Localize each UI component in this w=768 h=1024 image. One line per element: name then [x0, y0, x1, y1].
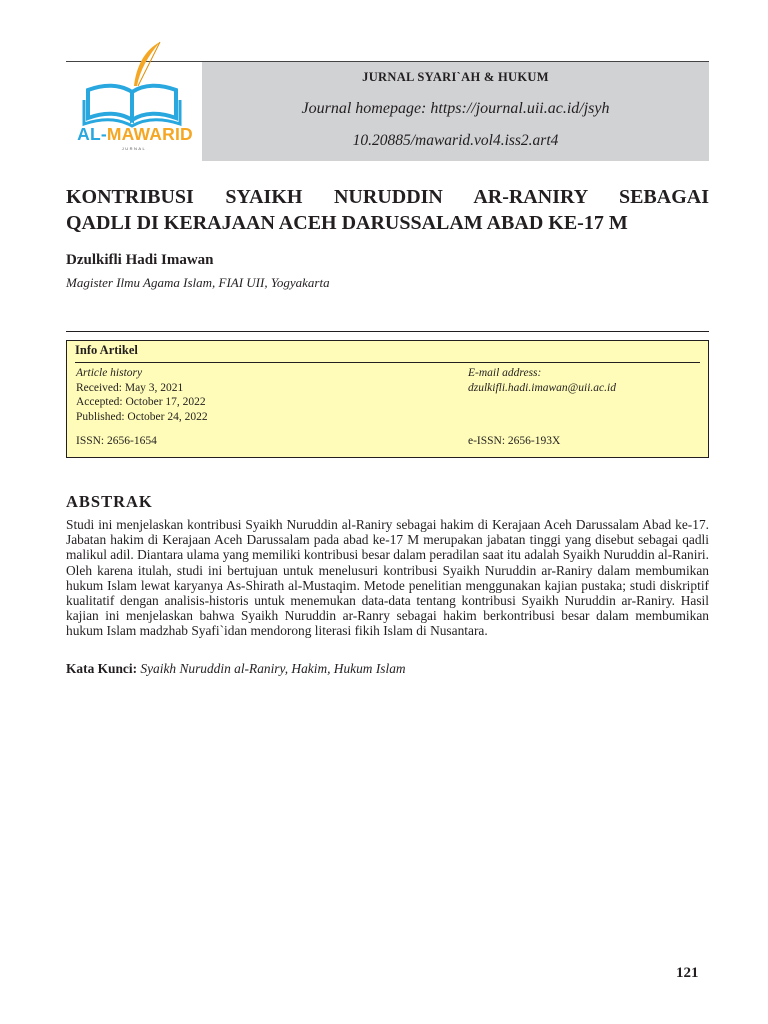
- abstract-heading: ABSTRAK: [66, 492, 153, 511]
- eissn: e-ISSN: 2656-193X: [468, 435, 561, 447]
- info-box-divider: [75, 362, 700, 363]
- journal-info-panel: [202, 62, 709, 161]
- history-label: Article history: [76, 367, 143, 379]
- keywords: [66, 661, 406, 677]
- article-info-box: [66, 340, 709, 458]
- journal-homepage-link[interactable]: Journal homepage: https://journal.uii.ac.id/jsyh: [301, 100, 610, 117]
- title-line-1: KONTRIBUSI SYAIKH NURUDDIN AR-RANIRY SEBAGAI: [66, 186, 709, 208]
- section-divider: [66, 331, 709, 332]
- accepted-date: Accepted: October 17, 2022: [76, 396, 206, 408]
- info-box-title: Info Artikel: [75, 343, 138, 357]
- journal-logo: [66, 62, 202, 161]
- doi-link[interactable]: 10.20885/mawarid.vol4.iss2.art4: [352, 132, 559, 149]
- keywords-list: Syaikh Nuruddin al-Raniry, Hakim, Hukum Islam: [140, 661, 406, 676]
- abstract-body: Studi ini menjelaskan kontribusi Syaikh Nuruddin al-Raniry sebagai hakim di Kerajaan Aceh Darussalam Abad ke-17. Jabatan hakim di Kerajaan Aceh Darussalam pada abad ke-17 M merupakan jabatan tinggi yang disebut sebagai qadli malikul adil. Diantara ulama yang memiliki kontribusi besar dalam peradilan saat itu adalah Syaikh Nuruddin al-Raniri. Oleh karena itulah, studi ini bertujuan untuk menelusuri kontribusi Syaikh Nuruddin ar-Raniry dalam membumikan hukum Islam lewat karyanya As-Shirath al-Mustaqim. Metode penelitian menggunakan kajian pustaka; studi diskriptif kualitatif dengan analisis-historis untuk menemukan data-data tentang kontribusi Syaikh Nuruddin ar-Raniry. Hasil kajian ini menjelaskan bahwa Syaikh Nuruddin ar-Ranry sebagai hakim berkontribusi besar dalam membumikan hukum Islam madzhab Syafi`idan mendorong literasi fikih Islam di Nusantara.: [66, 517, 709, 639]
- received-date: Received: May 3, 2021: [76, 381, 184, 394]
- article-history: [76, 366, 208, 424]
- author-name: Dzulkifli Hadi Imawan: [66, 252, 214, 268]
- author-affiliation: Magister Ilmu Agama Islam, FIAI UII, Yogyakarta: [66, 275, 330, 290]
- logo-wordmark: AL-MAWARID: [77, 124, 193, 144]
- keywords-label: Kata Kunci:: [66, 661, 138, 676]
- title-line-2: QADLI DI KERAJAAN ACEH DARUSSALAM ABAD KE-17 M: [66, 212, 628, 234]
- logo-subtitle: JURNAL: [121, 146, 147, 151]
- article-title: [66, 184, 709, 236]
- page-number: 121: [676, 965, 699, 981]
- journal-name: JURNAL SYARI`AH & HUKUM: [362, 70, 549, 84]
- author-contact: [468, 366, 616, 395]
- book-quill-icon: [74, 40, 194, 130]
- journal-header: [66, 61, 709, 161]
- issn: ISSN: 2656-1654: [76, 435, 157, 447]
- email-label: E-mail address:: [468, 367, 542, 379]
- published-date: Published: October 24, 2022: [76, 410, 208, 423]
- email-link[interactable]: dzulkifli.hadi.imawan@uii.ac.id: [468, 381, 616, 394]
